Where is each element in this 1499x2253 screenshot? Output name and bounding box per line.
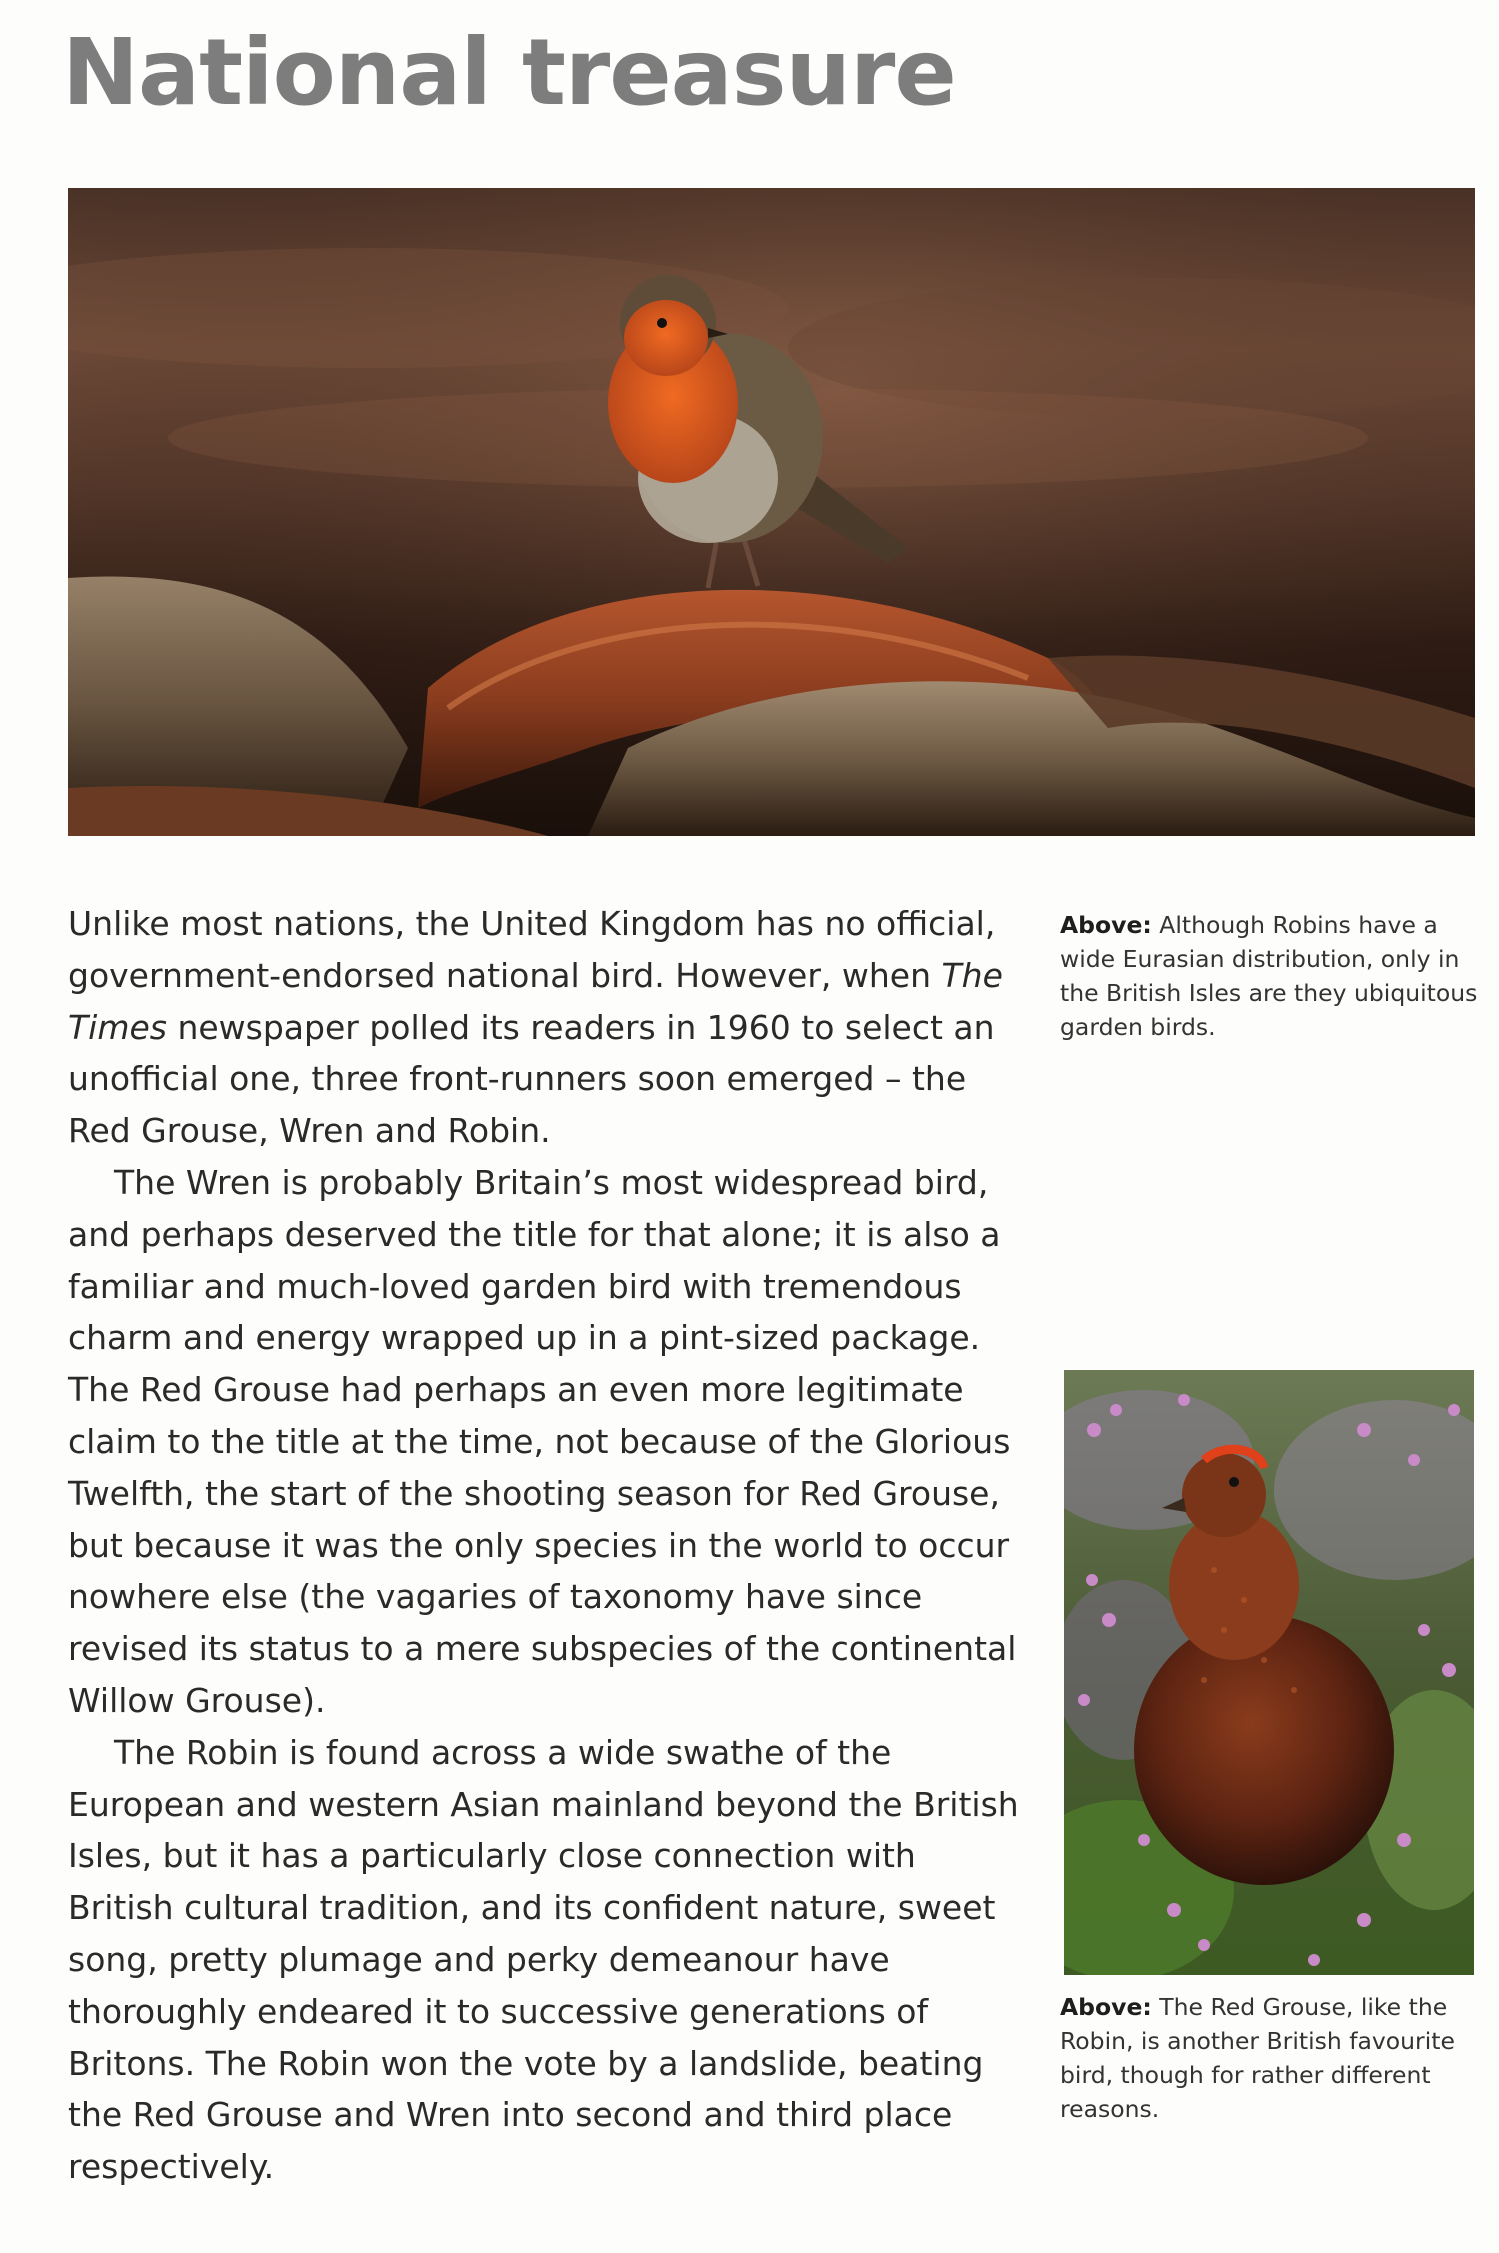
- newspaper-title: The Times: [68, 955, 1003, 1047]
- red-grouse-photo: [1064, 1370, 1474, 1975]
- red-grouse-in-heather-image: [1064, 1370, 1474, 1975]
- grouse-caption: [1060, 1990, 1470, 2126]
- caption-text: Although Robins have a wide Eurasian distribution, only in the British Isles are they ubiquitous garden birds.: [1060, 911, 1478, 1041]
- paragraph-2: The Wren is probably Britain’s most widespread bird, and perhaps deserved the title for that alone; it is also a familiar and much-loved garden bird with tremendous charm and energy wrapped up in a pint-sized package. The Red Grouse had perhaps an even more legitimate claim to the title at the time, not because of the Glorious Twelfth, the start of the shooting season for Red Grouse, but because it was the only species in the world to occur nowhere else (the vagaries of taxonomy have since revised its status to a mere subspecies of the continental Willow Grouse).: [68, 1162, 1017, 1720]
- caption-lead: Above:: [1060, 911, 1152, 939]
- paragraph-1-text-b: newspaper polled its readers in 1960 to select an unofficial one, three front-runners soon emerged – the Red Grouse, Wren and Robin.: [68, 1007, 995, 1151]
- robin-on-roof-tiles-image: [68, 188, 1475, 836]
- page-title: National treasure: [62, 19, 956, 126]
- robin-photo: [68, 188, 1475, 836]
- robin-caption: [1060, 908, 1480, 1044]
- article-body: [68, 898, 1028, 2193]
- caption-lead: Above:: [1060, 1993, 1152, 2021]
- paragraph-1: [68, 898, 1028, 1157]
- paragraph-3: The Robin is found across a wide swathe of the European and western Asian mainland beyond the British Isles, but it has a particularly close connection with British cultural tradition, and its confident nature, sweet song, pretty plumage and perky demeanour have thoroughly endeared it to successive generations of Britons. The Robin won the vote by a landslide, beating the Red Grouse and Wren into second and third place respectively.: [68, 1732, 1019, 2187]
- paragraph-1-text-a: Unlike most nations, the United Kingdom has no official, government-endorsed national bird. However, when: [68, 904, 996, 995]
- caption-text: The Red Grouse, like the Robin, is another British favourite bird, though for rather different reasons.: [1060, 1993, 1455, 2123]
